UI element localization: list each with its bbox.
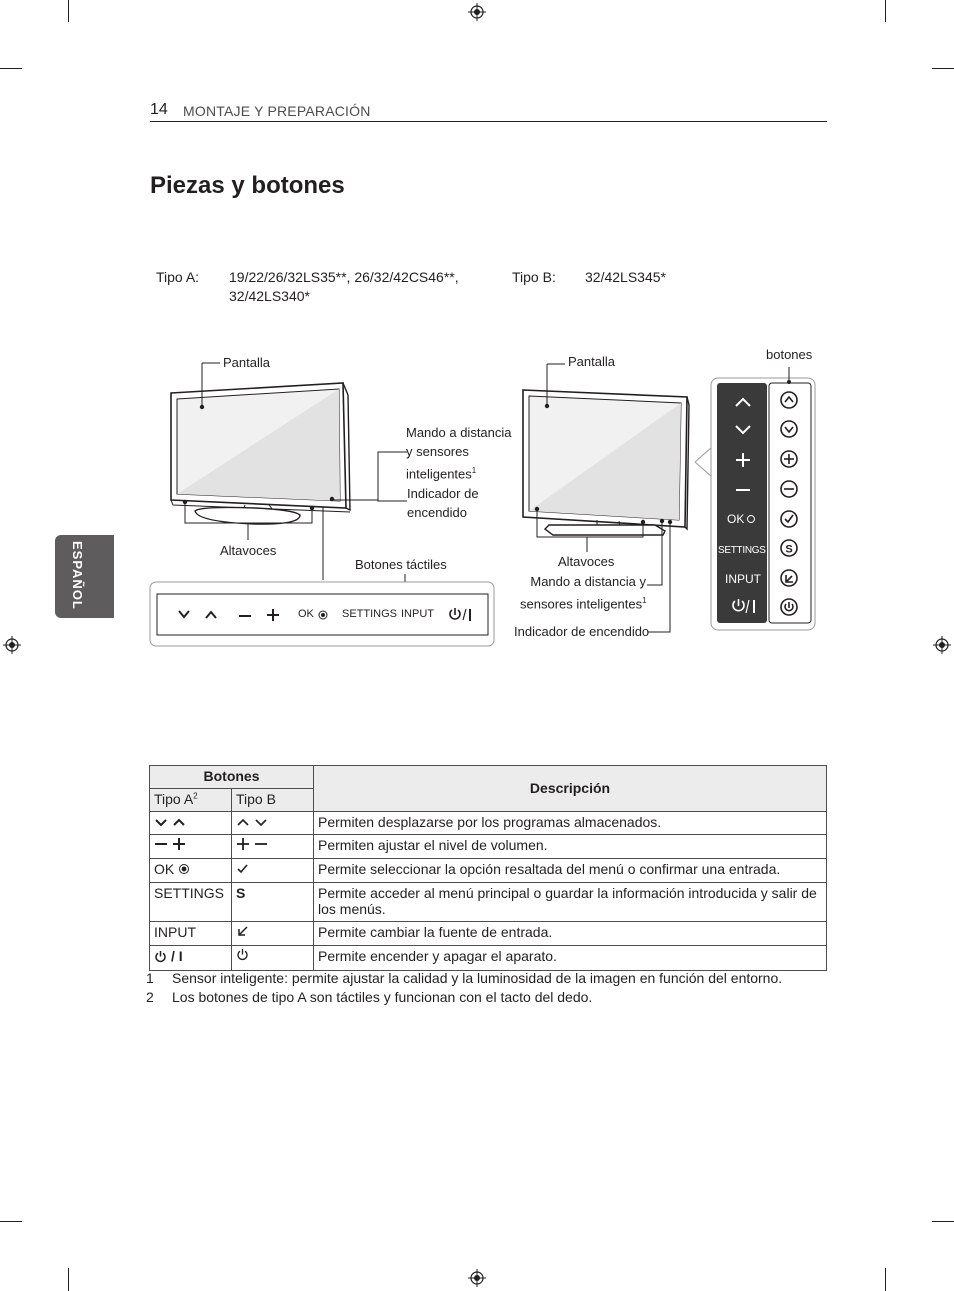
panel-ok-label-b: OK [727,512,745,526]
ok-label: OK [154,861,175,877]
type-a-models-cont: 32/42LS340* [229,288,310,304]
ok-dot-icon [178,863,190,875]
table-row [150,946,827,971]
header-type-a-label: Tipo A [154,791,194,807]
label-buttons-b: botones [766,347,813,362]
footnote-ref: 2 [193,791,198,801]
label-remote-sensor-a-line3: inteligentes [406,466,472,482]
header-description: Descripción [314,766,827,812]
registration-mark-icon [3,636,21,654]
crop-mark [68,0,69,22]
minus-icon [154,837,168,851]
label-remote-sensor-a [406,423,512,483]
crop-mark [885,0,886,22]
chevron-up-icon [236,817,250,827]
label-power-led-b: Indicador de encendido [514,624,650,639]
table-row [150,835,827,859]
label-remote-sensor-b-line1: Mando a distancia y [530,574,646,589]
header-type-a [150,789,232,812]
registration-mark-icon [468,1269,486,1287]
crop-mark [885,1268,886,1291]
row-description: Permite encender y apagar el aparato. [314,946,827,971]
crop-mark [68,1268,69,1291]
leader-line [374,450,408,505]
power-icon [236,948,249,961]
input-label: INPUT [150,922,232,946]
label-remote-sensor-b-line2: sensores inteligentes [520,596,643,612]
footnote [146,988,782,1007]
footnote-text: Los botones de tipo A son táctiles y funcionan con el tacto del dedo. [172,989,593,1005]
footnote-text: Sensor inteligente: permite ajustar la calidad y la luminosidad de la imagen en función del entorno. [172,970,783,986]
crop-mark [932,68,954,69]
settings-s-label: S [232,883,314,922]
footnote-ref: 1 [642,596,647,605]
registration-mark-icon [468,3,486,21]
row-description: Permite acceder al menú principal o guardar la información introducida y salir de los menús. [314,883,827,922]
label-speakers-b: Altavoces [558,554,615,569]
crop-mark [0,68,22,69]
table-row [150,883,827,922]
label-remote-sensor-a-line1: Mando a distancia [406,425,512,440]
chevron-down-icon [154,817,168,827]
panel-settings-label-a: SETTINGS [342,608,398,620]
label-screen-a: Pantalla [223,355,270,370]
row-description: Permiten desplazarse por los programas almacenados. [314,812,827,835]
table-row [150,922,827,946]
row-description: Permite cambiar la fuente de entrada. [314,922,827,946]
buttons-table [149,765,827,971]
power-slash-label: / I [171,948,183,964]
footnote [146,969,782,988]
checkmark-icon [236,861,250,875]
row-description: Permite seleccionar la opción resaltada del menú o confirmar una entrada. [314,859,827,883]
label-remote-sensor-a-line2: y sensores [406,444,469,459]
language-tab-label: ESPAÑOL [70,541,85,610]
page-title: Piezas y botones [150,172,345,199]
header-type-b: Tipo B [232,789,314,812]
input-arrow-icon [236,924,250,938]
registration-mark-icon [933,636,951,654]
label-power-led-a-line2: encendido [407,505,467,520]
table-row [150,859,827,883]
chevron-up-icon [172,817,186,827]
crop-mark [932,1221,954,1222]
footnote-ref: 1 [471,466,477,475]
plus-icon [236,837,250,851]
section-title: MONTAJE Y PREPARACIÓN [183,103,371,119]
header-buttons: Botones [150,766,314,789]
panel-input-label-b: INPUT [725,572,761,586]
header-divider [150,121,827,122]
type-b-models: 32/42LS345* [585,269,666,285]
crop-mark [0,1221,22,1222]
language-tab [55,535,114,618]
footnote-number: 2 [146,989,154,1005]
label-power-led-a-line1: Indicador de [407,486,479,501]
label-speakers-a: Altavoces [220,543,277,558]
panel-ok-label-a: OK [298,608,314,620]
svg-text:S: S [785,543,793,556]
type-b-label: Tipo B: [512,269,556,285]
table-row [150,812,827,835]
panel-settings-label-b: SETTINGS [718,545,766,556]
panel-input-label-a: INPUT [401,608,434,620]
minus-icon [254,837,268,851]
label-touch-buttons: Botones táctiles [355,557,447,572]
type-a-label: Tipo A: [156,269,200,285]
footnote-number: 1 [146,970,154,986]
label-screen-b: Pantalla [568,354,615,369]
settings-label: SETTINGS [150,883,232,922]
footnotes [146,969,782,1007]
label-power-led-a [407,484,479,522]
label-remote-sensor-b [520,572,646,613]
power-icon [154,950,167,963]
plus-icon [172,837,186,851]
page-number: 14 [150,101,168,118]
chevron-down-icon [254,817,268,827]
row-description: Permiten ajustar el nivel de volumen. [314,835,827,859]
type-a-models: 19/22/26/32LS35**, 26/32/42CS46**, [229,269,459,285]
